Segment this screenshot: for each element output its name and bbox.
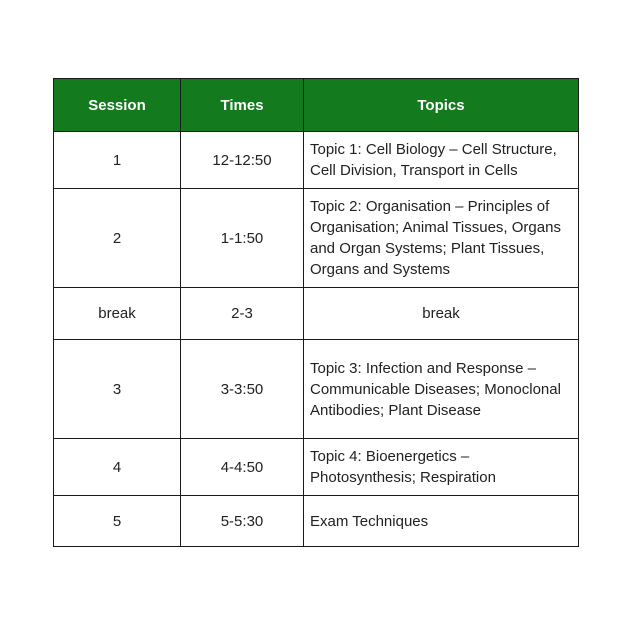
session-schedule-table <box>53 78 579 547</box>
table-row <box>54 189 579 288</box>
topics-cell: break <box>304 288 579 340</box>
header-topics: Topics <box>304 79 579 132</box>
times-cell: 5-5:30 <box>181 496 304 547</box>
header-session: Session <box>54 79 181 132</box>
topics-cell: Topic 3: Infection and Response – Communicable Diseases; Monoclonal Antibodies; Plant Disease <box>304 340 579 439</box>
session-cell: break <box>54 288 181 340</box>
session-cell: 3 <box>54 340 181 439</box>
topics-cell: Topic 2: Organisation – Principles of Organisation; Animal Tissues, Organs and Organ Systems; Plant Tissues, Organs and Systems <box>304 189 579 288</box>
session-cell: 5 <box>54 496 181 547</box>
table-row <box>54 132 579 189</box>
table-row <box>54 288 579 340</box>
session-cell: 1 <box>54 132 181 189</box>
topics-cell: Topic 4: Bioenergetics – Photosynthesis; Respiration <box>304 439 579 496</box>
header-times: Times <box>181 79 304 132</box>
session-cell: 4 <box>54 439 181 496</box>
table-header-row <box>54 79 579 132</box>
times-cell: 3-3:50 <box>181 340 304 439</box>
table-row <box>54 340 579 439</box>
times-cell: 4-4:50 <box>181 439 304 496</box>
times-cell: 2-3 <box>181 288 304 340</box>
topics-cell: Exam Techniques <box>304 496 579 547</box>
times-cell: 1-1:50 <box>181 189 304 288</box>
table-row <box>54 496 579 547</box>
session-cell: 2 <box>54 189 181 288</box>
table-row <box>54 439 579 496</box>
times-cell: 12-12:50 <box>181 132 304 189</box>
topics-cell: Topic 1: Cell Biology – Cell Structure, Cell Division, Transport in Cells <box>304 132 579 189</box>
